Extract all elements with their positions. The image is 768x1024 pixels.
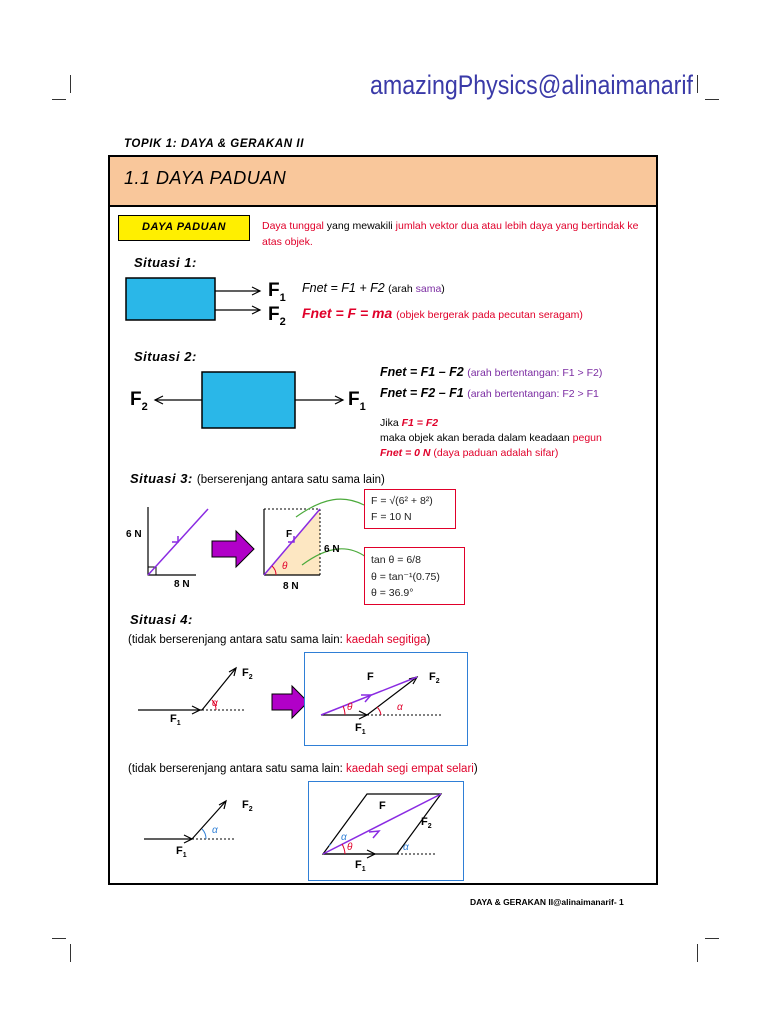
object-box	[202, 372, 295, 428]
label-alpha: α	[341, 832, 347, 843]
calc-line: tan θ = 6/8	[371, 554, 421, 566]
situation-1-diagram	[124, 275, 324, 335]
transform-arrow	[272, 686, 308, 718]
label-alpha: α	[403, 842, 409, 853]
label-f1: $F_1$	[170, 713, 181, 728]
crop-mark	[70, 75, 71, 93]
calc-line: F = √(6² + 8²)	[371, 495, 433, 507]
definition-text	[262, 218, 644, 250]
label-8n-right: 8 N	[283, 581, 299, 592]
label-f1: $F_1$	[348, 389, 366, 413]
def-part: Daya tunggal	[262, 220, 324, 232]
label-f: F	[379, 800, 386, 812]
label-f2: $F_2$	[130, 389, 148, 413]
label-f2: $F_2$	[242, 799, 253, 814]
label-theta: θ	[347, 702, 353, 713]
section-header	[110, 157, 656, 207]
page-footer: DAYA & GERAKAN II@alinaimanarif- 1	[470, 897, 624, 907]
object-box	[126, 278, 215, 320]
def-part: yang mewakili	[323, 220, 396, 232]
situation-1-title: Situasi 1:	[134, 255, 197, 270]
label-alpha: α	[212, 825, 218, 836]
equation-s2-3: Fnet = 0 N (daya paduan adalah sifar)	[380, 447, 559, 459]
calc-line: θ = tan⁻¹(0.75)	[371, 571, 440, 583]
crop-mark	[705, 99, 719, 100]
calc-line: F = 10 N	[371, 511, 412, 523]
label-f1: $F_1$	[176, 845, 187, 860]
parallelogram-method-diagram	[140, 797, 320, 877]
crop-mark	[697, 944, 698, 962]
crop-mark	[52, 99, 66, 100]
label-f1: $F_1$	[355, 722, 366, 737]
label-alpha: α	[397, 702, 403, 713]
label-6n-left: 6 N	[126, 529, 142, 540]
label-f: F	[286, 529, 293, 540]
label-f1: $F_1$	[268, 280, 286, 304]
topic-label: TOPIK 1: DAYA & GERAKAN II	[124, 138, 305, 150]
label-f2: $F_2$	[242, 667, 253, 682]
crop-mark	[697, 75, 698, 93]
label-f: F	[367, 671, 374, 683]
calc-box-angle	[364, 547, 465, 605]
situation-3-title: Situasi 3: (berserenjang antara satu sama lain)	[130, 471, 385, 486]
label-f2: $F_2$	[429, 671, 440, 686]
calc-line: θ = 36.9°	[371, 587, 414, 599]
brand-header: amazingPhysics@alinaimanarif	[370, 70, 693, 100]
situation-2-title: Situasi 2:	[134, 349, 197, 364]
triangle-method-result	[304, 652, 468, 746]
label-8n-left: 8 N	[174, 579, 190, 590]
method-note-parallelogram: (tidak berserenjang antara satu sama lain: kaedah segi empat selari)	[128, 763, 478, 775]
equation-s2-1: Fnet = F1 – F2 (arah bertentangan: F1 > F2)	[380, 365, 603, 379]
section-title: 1.1 DAYA PADUAN	[124, 168, 287, 188]
def-part: jumlah vektor dua atau lebih daya yang bertindak ke atas objek.	[262, 220, 639, 248]
equation-s2-2: Fnet = F2 – F1 (arah bertentangan: F2 > F1	[380, 386, 599, 400]
crop-mark	[705, 938, 719, 939]
crop-mark	[70, 944, 71, 962]
tag-label: DAYA PADUAN	[142, 221, 226, 233]
label-alpha: α	[212, 698, 218, 709]
condition-text: Jika F1 = F2	[380, 417, 439, 429]
equation-s1-1: Fnet = F1 + F2 (arah sama)	[302, 281, 445, 295]
parallelogram-method-result	[308, 781, 464, 881]
condition-text-2: maka objek akan berada dalam keadaan pegun	[380, 432, 602, 444]
label-f1: $F_1$	[355, 859, 366, 874]
equation-s1-2: Fnet = F = ma (objek bergerak pada pecutan seragam)	[302, 305, 583, 321]
content-frame	[108, 155, 658, 885]
situation-2-diagram	[150, 369, 370, 429]
situation-4-title: Situasi 4:	[130, 612, 193, 627]
calc-box-magnitude	[364, 489, 456, 529]
transform-arrow	[212, 531, 254, 567]
label-6n-right: 6 N	[324, 544, 340, 555]
situation-3-diagram	[124, 505, 354, 605]
method-note-triangle: (tidak berserenjang antara satu sama lain: kaedah segitiga)	[128, 634, 431, 646]
tag-box	[118, 215, 250, 241]
label-f2: $F_2$	[268, 304, 286, 328]
label-theta: θ	[347, 842, 353, 853]
crop-mark	[52, 938, 66, 939]
label-theta: θ	[282, 561, 288, 572]
label-f2: $F_2$	[421, 816, 432, 831]
